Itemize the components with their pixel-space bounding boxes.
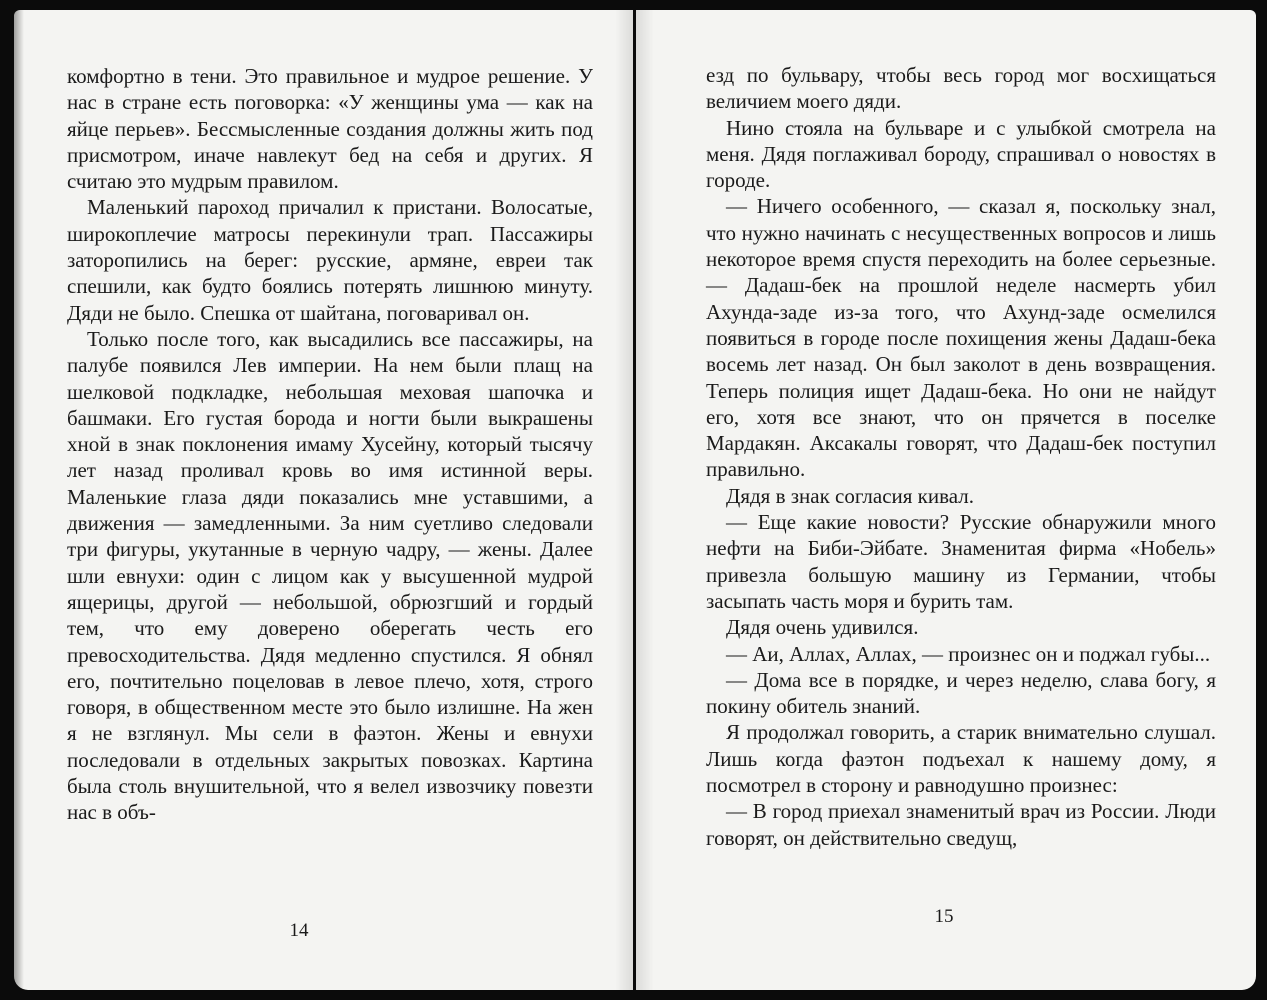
paragraph: — Еще какие новости? Русские обнаружили много нефти на Биби-Эйбате. Знаменитая фирма «Нобель» привезла большую машину из Германии, чтобы засыпать часть моря и бурить там. bbox=[706, 510, 1216, 613]
left-page bbox=[14, 10, 633, 990]
paragraph: Только после того, как высадились все пассажиры, на палубе появился Лев империи. На нем были плащ на шелковой подкладке, небольшая меховая шапочка и башмаки. Его густая борода и ногти были выкрашены хной в знак поклонения имаму Хусейну, который тысячу лет назад проливал кровь во имя истинной веры. Маленькие глаза дяди показались мне уставшими, а движения — замедленными. За ним суетливо следовали три фигуры, укутанные в черную чадру, — жены. Далее шли евнухи: один с лицом как у высушенной мудрой ящерицы, другой — небольшой, обрюзгший и гордый тем, что ему доверено оберегать честь его превосходительства. Дядя медленно спустился. Я обнял его, почтительно поцеловав в левое плечо, хотя, строго говоря, в общественном месте это было излишне. На жен я не взглянул. Мы сели в фаэтон. Жены и евнухи последовали в отдельных закрытых повозках. Картина была столь внушительной, что я велел извозчику повезти нас в объ- bbox=[67, 326, 593, 825]
paragraph: езд по бульвару, чтобы весь город мог восхищаться величием моего дяди. bbox=[706, 63, 1216, 114]
paragraph: Дядя очень удивился. bbox=[726, 615, 919, 640]
spine-shadow bbox=[636, 10, 654, 990]
page-edge-shadow bbox=[14, 10, 24, 990]
paragraph: Дядя в знак согласия кивал. bbox=[726, 483, 975, 508]
page-number: 14 bbox=[289, 920, 309, 941]
paragraph: — Дома все в порядке, и через неделю, слава богу, я покину обитель знаний. bbox=[706, 667, 1216, 719]
paragraph: — В город приехал знаменитый врач из России. Люди говорят, он действительно сведущ, bbox=[706, 799, 1216, 850]
paragraph: — Ничего особенного, — сказал я, поскольку знал, что нужно начинать с несущественных вопросов и лишь некоторое время спустя переходить на более серьезные. — Дадаш-бек на прошлой неделе насмерть убил Ахунда-заде из-за того, что Ахунд-заде осмелился появиться в городе после похищения жены Дадаш-бека восемь лет назад. Он был заколот в день возвращения. Теперь полиция ищет Дадаш-бека. Но они не найдут его, хотя все знают, что он прячется в поселке Мардакян. Аксакалы говорят, что Дадаш-бек поступил правильно. bbox=[706, 194, 1216, 482]
spine-shadow bbox=[615, 10, 633, 990]
paragraph: комфортно в тени. Это правильное и мудрое решение. У нас в стране есть поговорка: «У женщины ума — как на яйце перьев». Бессмысленные создания должны жить под присмотром, иначе навлекут бед на себя и других. Я считаю это мудрым правилом. bbox=[67, 64, 593, 194]
paragraph: — Аи, Аллах, Аллах, — произнес он и поджал губы... bbox=[726, 641, 1211, 666]
page-number: 15 bbox=[934, 906, 954, 927]
paragraph: Маленький пароход причалил к пристани. Волосатые, широкоплечие матросы перекинули трап. Пассажиры заторопились на берег: русские, армяне, евреи так спешили, как будто боялись потерять лишнюю минуту. Дяди не было. Спешка от шайтана, поговаривал он. bbox=[67, 195, 593, 325]
paragraph: Нино стояла на бульваре и с улыбкой смотрела на меня. Дядя поглаживал бороду, спрашивал о новостях в городе. bbox=[706, 115, 1216, 193]
right-page-text bbox=[706, 62, 1216, 851]
right-page bbox=[636, 10, 1256, 990]
left-page-text bbox=[67, 63, 593, 826]
paragraph: Я продолжал говорить, а старик внимательно слушал. Лишь когда фаэтон подъехал к нашему дому, я посмотрел в сторону и равнодушно произнес: bbox=[706, 720, 1216, 798]
